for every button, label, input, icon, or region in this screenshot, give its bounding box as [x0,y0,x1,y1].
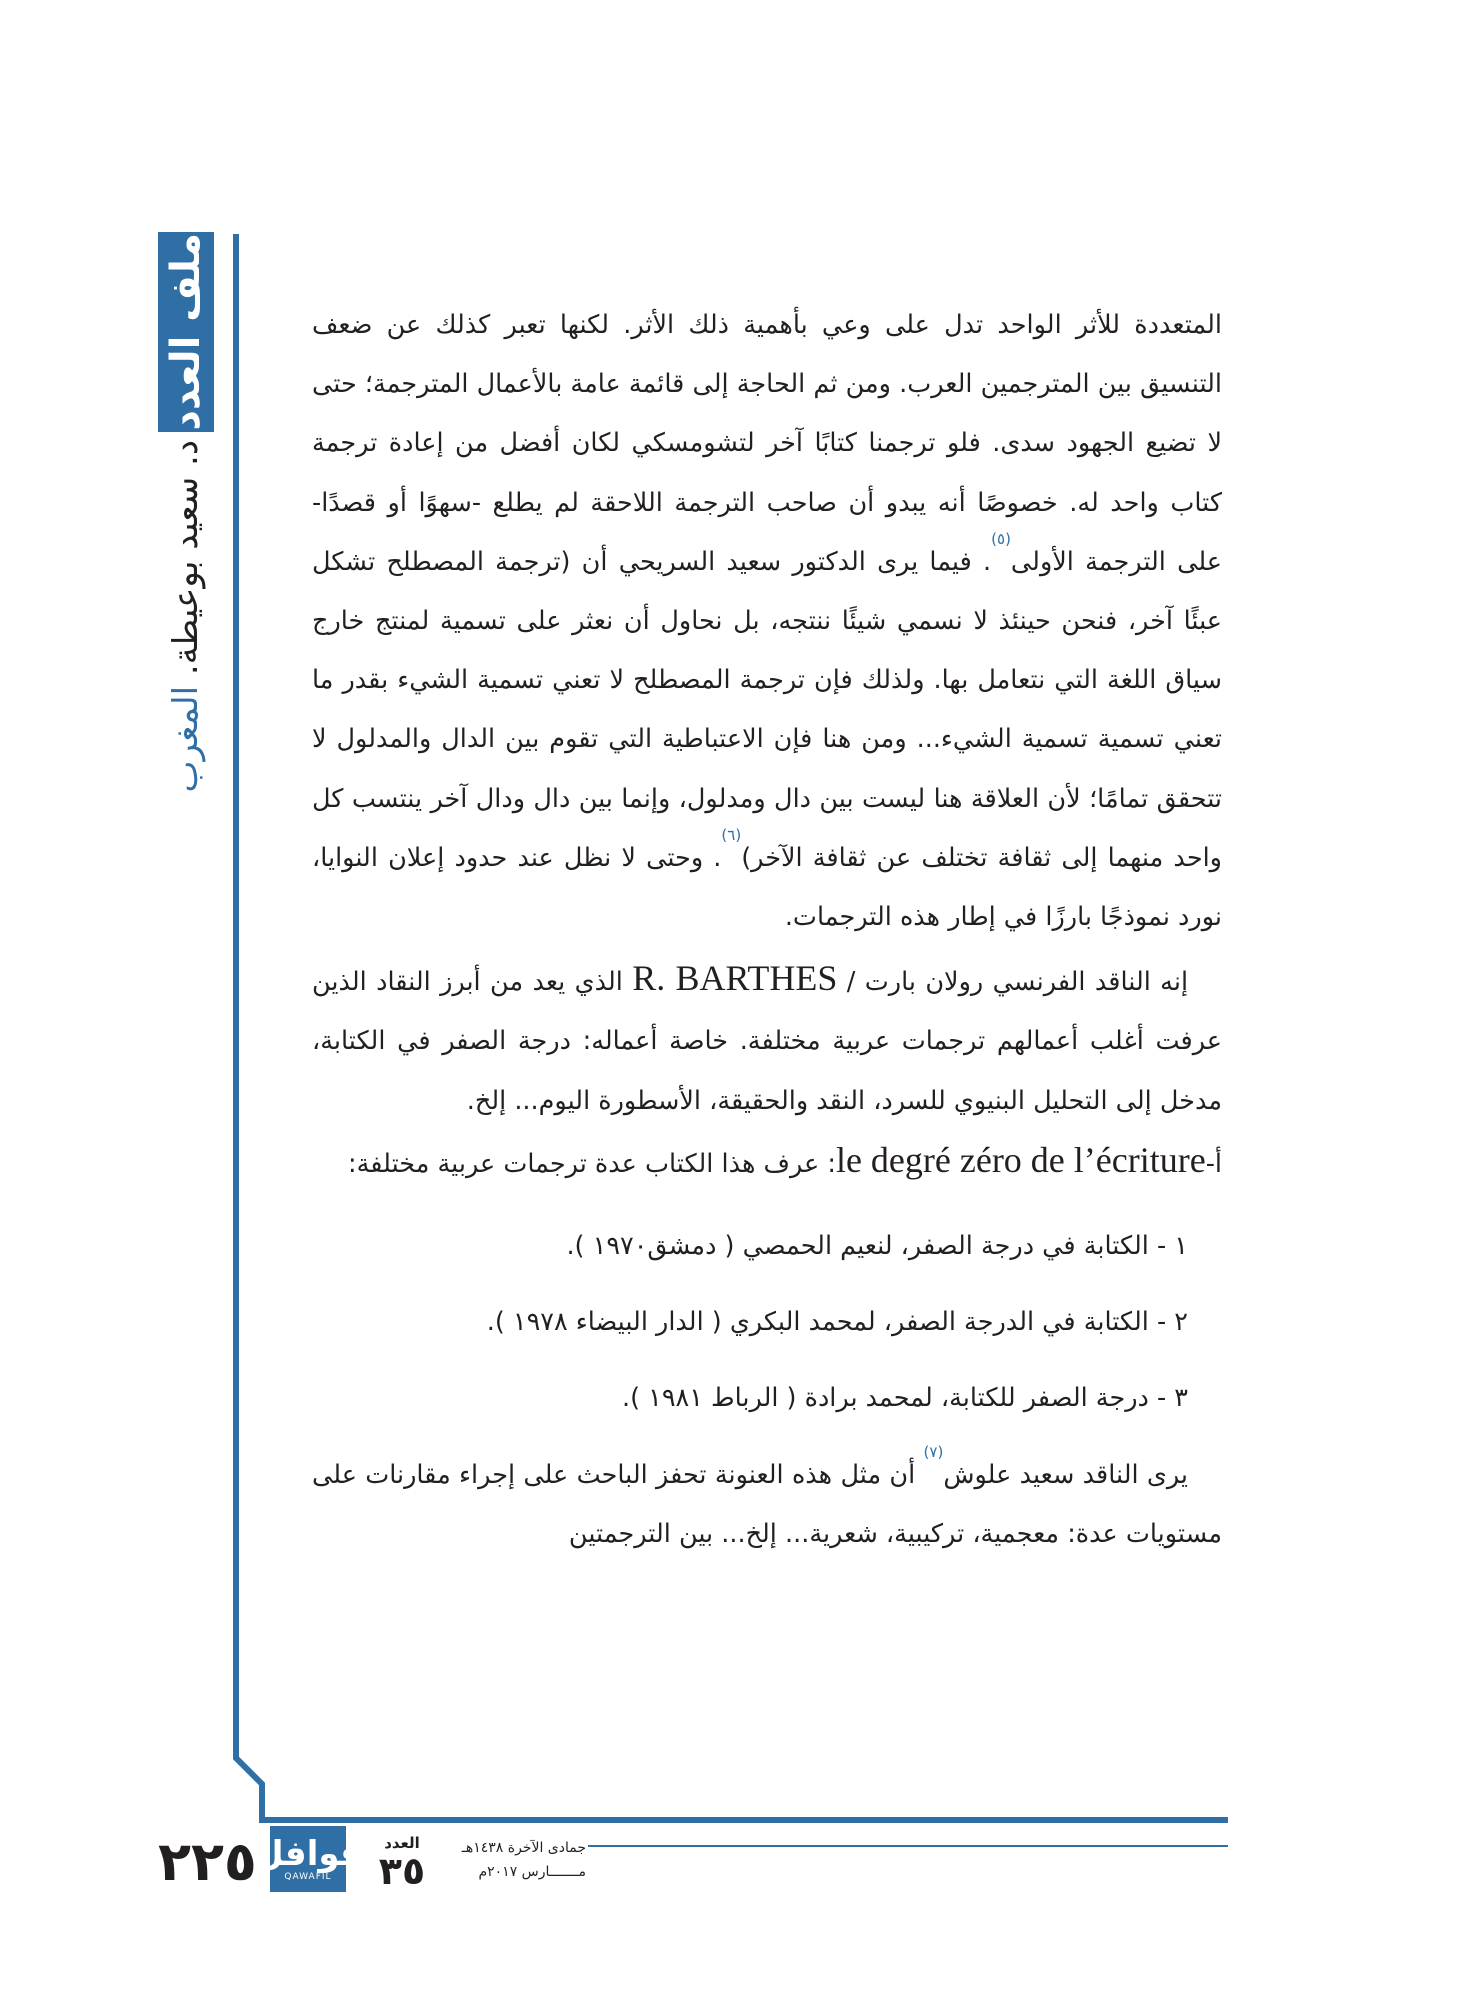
list-item: ٣ - درجة الصفر للكتابة، لمحمد برادة ( الرباط ١٩٨١ ). [621,1383,1188,1414]
paragraph: يرى الناقد سعيد علوش$^{(٧)}$ أن مثل هذه العنونة تحفز الباحث على إجراء مقارنات على مستويات عدة: معجمية، تركيبية، شعرية... إلخ... بين الترجمتين [312,1443,1222,1550]
issue-number: ٣٥ [378,1849,426,1893]
book-title: le degré zéro de l’écriture [835,1139,1206,1180]
magazine-name: قوافل [254,1834,362,1874]
issue-dates [436,1836,586,1884]
list-item: ٢ - الكتابة في الدرجة الصفر، لمحمد البكري ( الدار البيضاء ١٩٧٨ ). [486,1307,1188,1338]
date-hijri: جمادى الآخرة ١٤٣٨هـ [461,1840,586,1856]
section-tab [158,232,214,432]
section-title: ملف العدد [163,233,209,431]
article-body [312,296,1222,1564]
footnote-ref[interactable]: (٥) [991,529,1011,548]
magazine-logo [254,1826,362,1892]
author-label [158,440,214,793]
date-gregorian: مـــــــارس ٢٠١٧م [478,1864,586,1880]
translations-list [312,1208,1222,1436]
paragraph: المتعددة للأثر الواحد تدل على وعي بأهمية ذلك الأثر. لكنها تعبر كذلك عن ضعف التنسيق بين المترجمين العرب. ومن ثم الحاجة إلى قائمة عامة بالأعمال المترجمة؛ حتى لا تضيع الجهود سدى. فلو ترجمنا كتابًا آخر لتشومسكي لكان أفضل من إعادة ترجمة كتاب واحد له. خصوصًا أنه يبدو أن صاحب الترجمة اللاحقة لم يطلع -سهوًا أو قصدًا- على الترجمة الأولى$^{(٥)}$. فيما يرى الدكتور سعيد السريحي أن (ترجمة المصطلح تشكل عبئًا آخر، فنحن حينئذ لا نسمي شيئًا ننتجه، بل نحاول أن نعثر على تسمية لمنتج خارج سياق اللغة التي نتعامل بها. ولذلك فإن ترجمة المصطلح لا تعني تسمية الشيء بقدر ما تعني تسمية تسمية الشيء... ومن هنا فإن الاعتباطية التي تقوم بين الدال والمدلول لا تتحقق تمامًا؛ لأن العلاقة هنا ليست بين دال ومدلول، وإنما بين دال ودال آخر ينتسب كل واحد منهما إلى ثقافة تختلف عن ثقافة الآخر)$^{(٦)}$. وحتى لا نظل عند حدود إعلان النوايا، نورد نموذجًا بارزًا في إطار هذه الترجمات. [312,310,1223,933]
author-country: المغرب [166,685,206,793]
latin-name: R. BARTHES [632,958,838,999]
issue-badge [372,1834,432,1893]
magazine-name-latin: QAWAFIL [284,1872,332,1882]
issue-label: العدد [384,1834,420,1852]
paragraph: إنه الناقد الفرنسي رولان بارت / R. BARTHES الذي يعد من أبرز النقاد الذين عرفت أغلب أعمالهم ترجمات عربية مختلفة. خاصة أعماله: درجة الصفر في الكتابة، مدخل إلى التحليل البنيوي للسرد، النقد والحقيقة، الأسطورة اليوم... إلخ. [312,958,1222,1116]
list-item: ١ - الكتابة في درجة الصفر، لنعيم الحمصي ( دمشق١٩٧٠ ). [566,1231,1188,1262]
paragraph: أ-le degré zéro de l’écriture: عرف هذا الكتاب عدة ترجمات عربية مختلفة: [347,1139,1222,1180]
footnote-ref[interactable]: (٧) [923,1443,944,1462]
author-name: د. سعيد بوعيطة. [166,440,206,676]
footnote-ref[interactable]: (٦) [721,825,742,844]
page-number: ٢٢٥ [158,1830,257,1893]
